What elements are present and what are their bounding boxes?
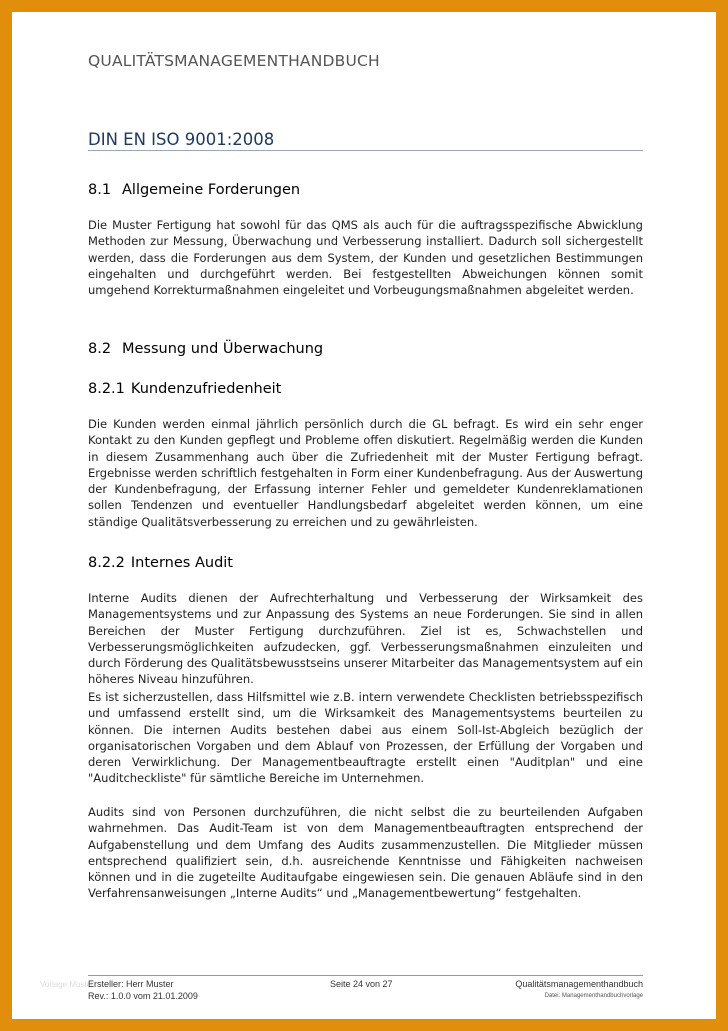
section-title: Messung und Überwachung [122, 341, 324, 357]
section-heading-8-2-1 [88, 381, 281, 397]
paragraph-8-2-1: Die Kunden werden einmal jährlich persönlich durch die GL befragt. Es wird ein sehr enger Kontakt zu den Kunden gepflegt und Probleme offen diskutiert. Regelmäßig werden die Kunden in diesem Zusammenhang auch über die Zufriedenheit mit der Muster Fertigung befragt. Ergebnisse werden schriftlich festgehalten in Form einer Kundenbefragung. Aus der Auswertung der Kundenbefragung, der Erfassung interner Fehler und gemeldeter Kundenreklamationen sollen Tendenzen und eventueller Handlungsbedarf abgeleitet werden können, um eine ständige Qualitätsverbesserung zu erreichen und zu gewährleisten. [88, 417, 643, 529]
paragraph-8-2-2-b: Es ist sicherzustellen, dass Hilfsmittel wie z.B. intern verwendete Checklisten betriebsspezifisch und umfassend erstellt sind, um die Wirksamkeit des Managementsystems beurteilen zu können. Die internen Audits bestehen dabei aus einem Soll-Ist-Abgleich bezüglich der organisatorischen Vorgaben und dem Ablauf von Prozessen, der Erfüllung der Vorgaben und deren Verwirklichung. Der Managementbeauftragte erstellt einen "Auditplan" und eine "Auditcheckliste" für sämtliche Bereiche im Unternehmen. [88, 690, 643, 786]
section-heading-8-1 [88, 182, 300, 198]
document-page [12, 12, 716, 1019]
paragraph-8-2-2-c: Audits sind von Personen durchzuführen, die nicht selbst die zu beurteilenden Aufgaben wahrnehmen. Das Audit-Team ist von dem Managementbeauftragten entsprechend der Aufgabenstellung und dem Umfang des Audits zusammenzustellen. Die Mitglieder müssen entsprechend qualifiziert sein, d.h. ausreichende Kenntnisse und Fähigkeiten nachweisen können und in die zugeteilte Auditaufgabe eingewiesen sein. Die genauen Abläufe sind in den Verfahrensanweisungen „Interne Audits“ und „Managementbewertung“ festgehalten. [88, 805, 643, 901]
section-title: Internes Audit [130, 555, 233, 571]
footer-author: Ersteller: Herr Muster [88, 979, 174, 989]
footer-divider [88, 975, 643, 976]
paragraph-8-2-2-a: Interne Audits dienen der Aufrechterhaltung und Verbesserung der Wirksamkeit des Managementsystems und zur Anpassung des Systems an neue Forderungen. Sie sind in allen Bereichen der Muster Fertigung durchzuführen. Ziel ist es, Schwachstellen und Verbesserungsmöglichkeiten aufzudecken, ggf. Verbesserungsmaßnahmen einzuleiten und durch Förderung des Qualitätsbewusstseins unserer Mitarbeiter das Managementsystem auf ein höheres Niveau hinzuführen. [88, 591, 643, 687]
section-number: 8.2.1 [88, 381, 125, 397]
section-heading-8-2 [88, 341, 323, 357]
footer-file-name: Datei: Managementhandbuchvorlage [544, 993, 643, 999]
header-title: QUALITÄTSMANAGEMENTHANDBUCH [88, 52, 380, 70]
section-heading-8-2-2 [88, 555, 233, 571]
watermark-text: Vorlage Muster [40, 980, 94, 989]
section-number: 8.1 [88, 182, 112, 198]
document-title: DIN EN ISO 9001:2008 [88, 130, 275, 149]
title-divider [88, 150, 643, 151]
section-number: 8.2 [88, 341, 112, 357]
footer-revision: Rev.: 1.0.0 vom 21.01.2009 [88, 991, 198, 1001]
footer-page-number: Seite 24 von 27 [330, 979, 393, 989]
paragraph-8-1: Die Muster Fertigung hat sowohl für das QMS als auch für die auftragsspezifische Abwicklung Methoden zur Messung, Überwachung und Verbesserung installiert. Dadurch soll sichergestellt werden, dass die Forderungen aus dem System, der Kunden und gesetzlichen Bestimmungen eingehalten und durchgeführt werden. Bei festgestellten Abweichungen können somit umgehend Korrekturmaßnahmen eingeleitet und Vorbeugungsmaßnahmen abgeleitet werden. [88, 218, 643, 298]
footer-document-name: Qualitätsmanagementhandbuch [515, 979, 643, 989]
section-title: Kundenzufriedenheit [130, 381, 282, 397]
section-number: 8.2.2 [88, 555, 125, 571]
section-title: Allgemeine Forderungen [122, 182, 301, 198]
